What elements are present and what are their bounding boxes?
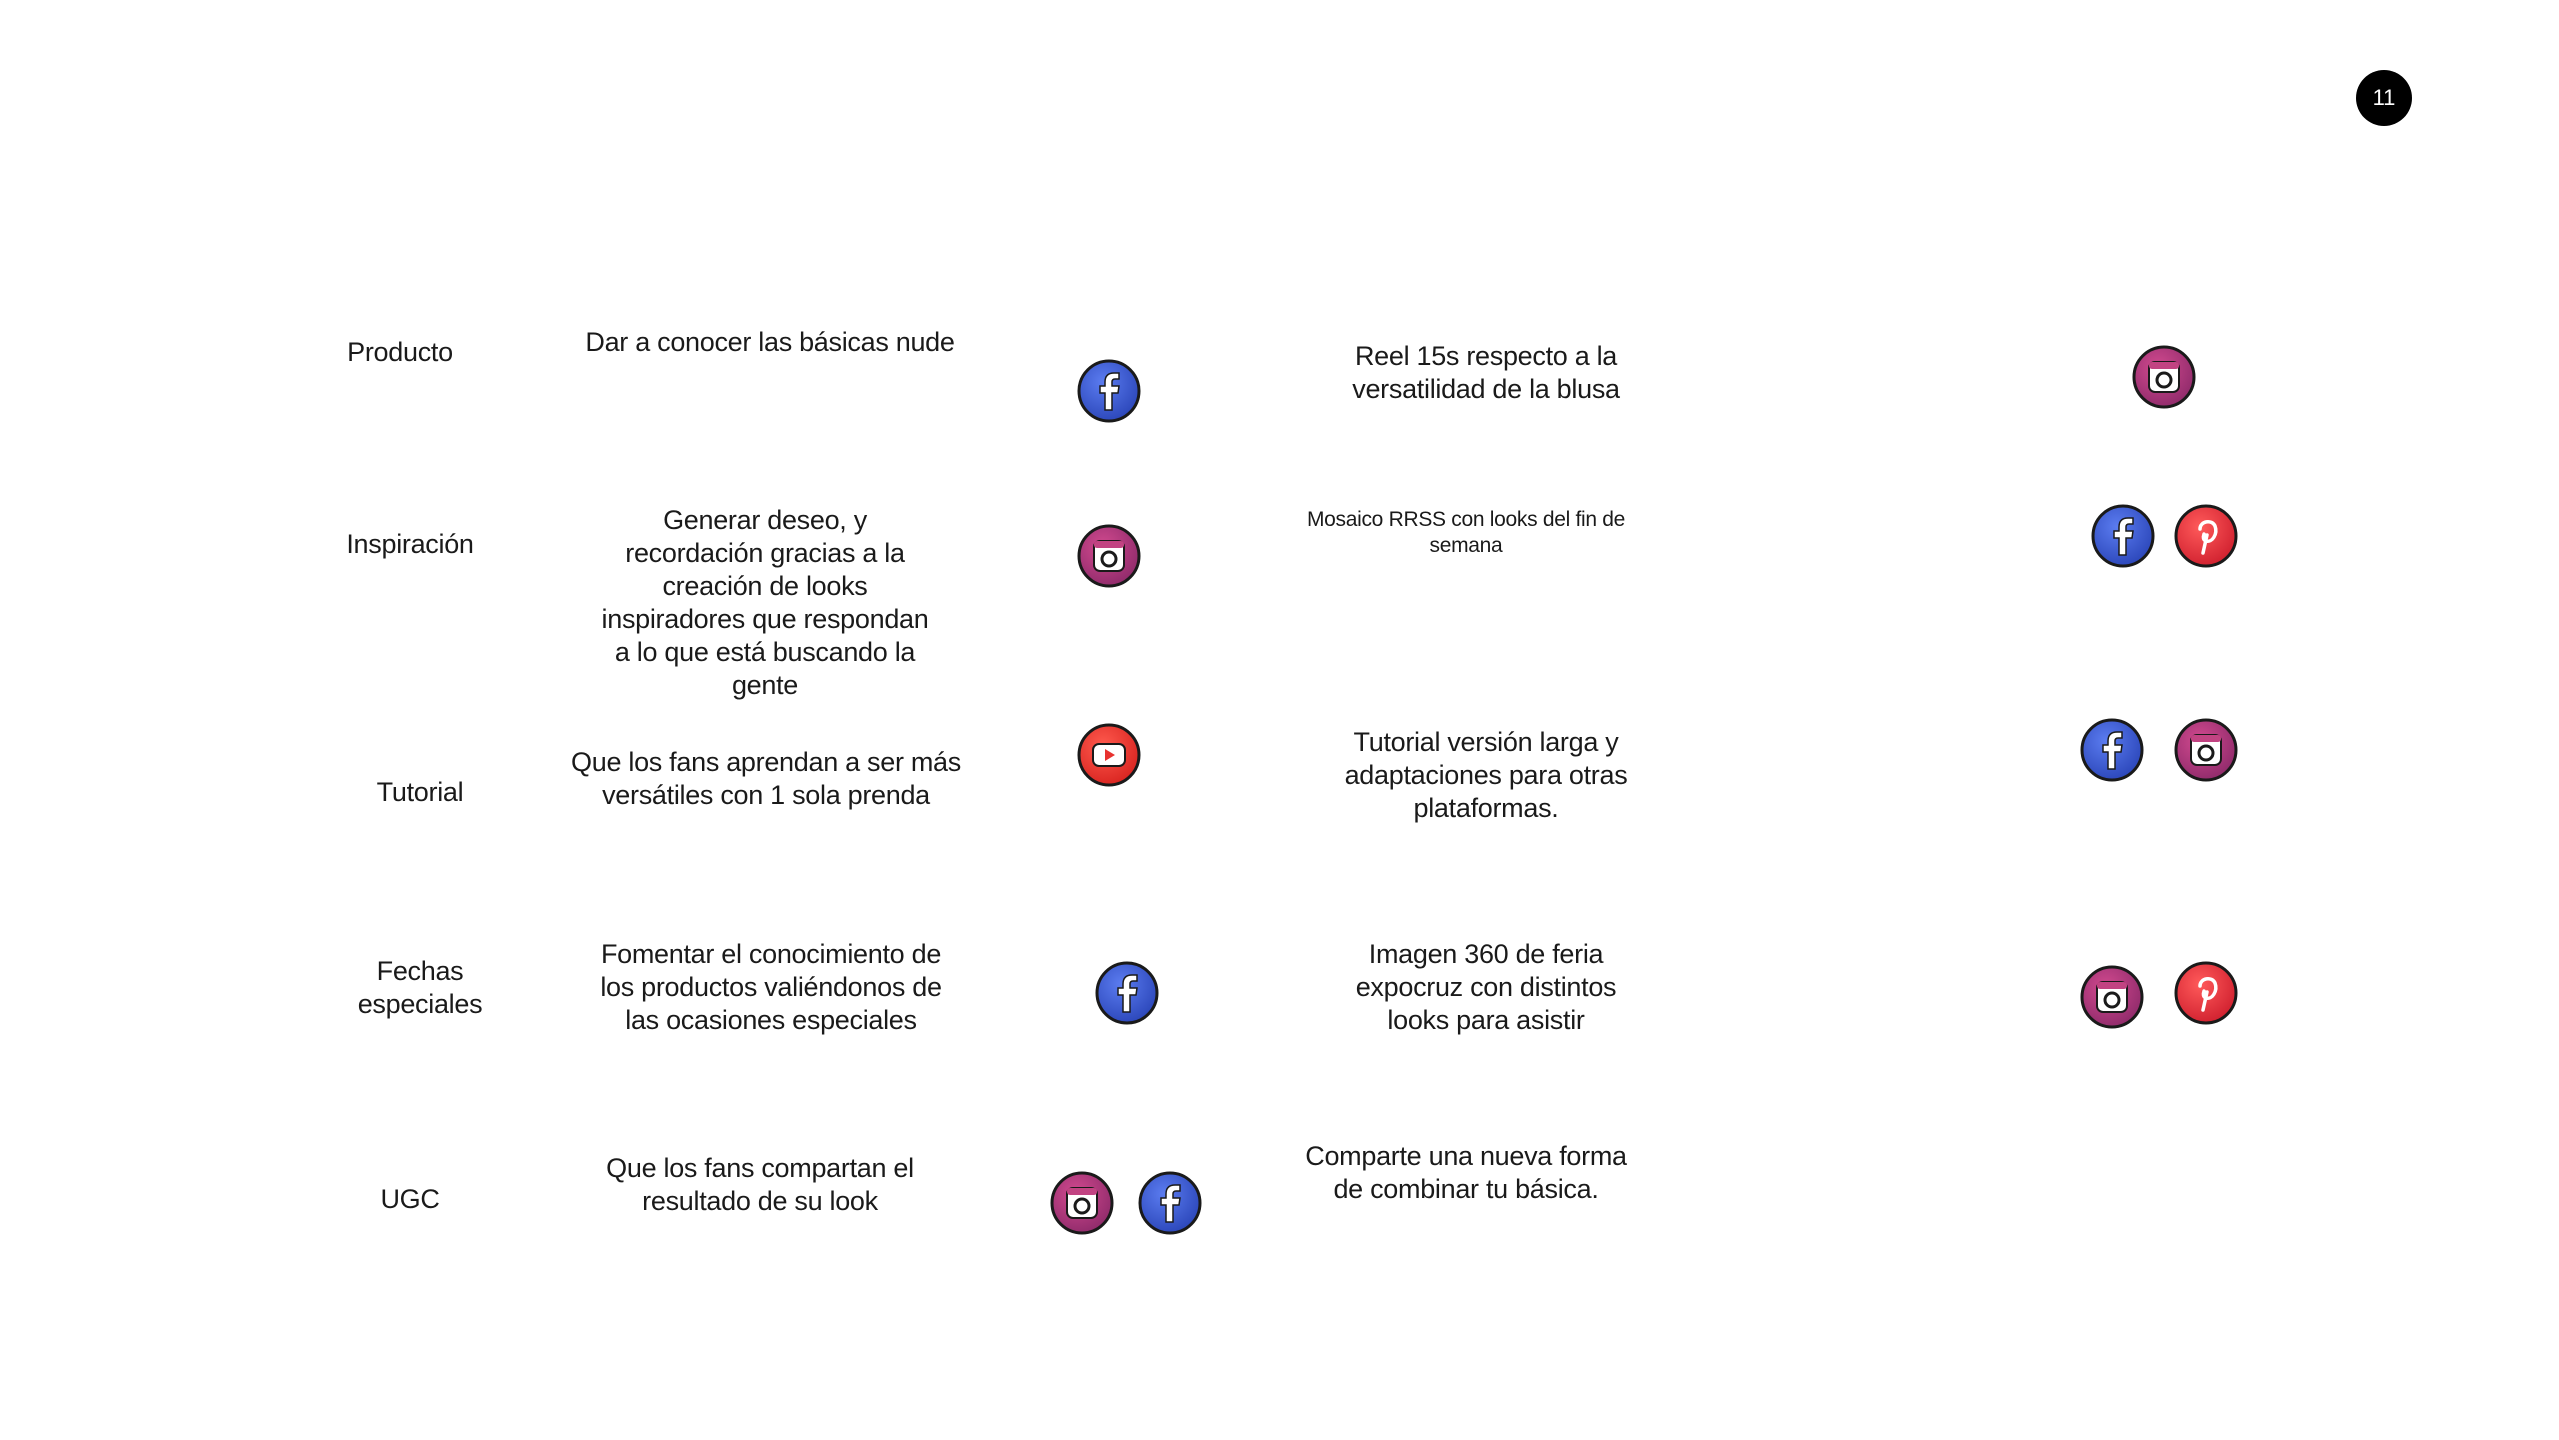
category-label: Producto [347,337,453,367]
instagram-icon [2079,964,2145,1030]
content-text: Comparte una nueva forma de combinar tu básica. [1305,1141,1627,1204]
content-text: Reel 15s respecto a la versatilidad de la blusa [1352,341,1620,404]
objective-text: Dar a conocer las básicas nude [585,327,955,357]
facebook-icon [2079,717,2145,783]
content-text: Mosaico RRSS con looks del fin de semana [1306,508,1626,557]
content-text: Tutorial versión larga y adaptaciones para otras plataformas. [1344,727,1628,823]
content-text: Imagen 360 de feria expocruz con distintos looks para asistir [1355,939,1617,1035]
instagram-icon [2131,344,2197,410]
facebook-icon [1076,358,1142,424]
category-label: Inspiración [346,529,474,559]
category-label: Tutorial [376,777,464,807]
facebook-icon [2090,503,2156,569]
category-label: UGC [380,1184,440,1214]
instagram-icon [1049,1170,1115,1236]
objective-text: Generar deseo, y recordación gracias a la creación de looks inspiradores que respondan a lo que está buscando la gente [601,505,929,700]
facebook-icon [1137,1170,1203,1236]
page-number-badge [2356,70,2412,126]
objective-text: Fomentar el conocimiento de los productos valiéndonos de las ocasiones especiales [600,939,942,1035]
pinterest-icon [2173,503,2239,569]
pinterest-icon [2173,960,2239,1026]
category-label: Fechas especiales [357,956,483,1019]
instagram-icon [2173,717,2239,783]
facebook-icon [1094,960,1160,1026]
objective-text: Que los fans aprendan a ser más versátiles con 1 sola prenda [571,747,961,810]
instagram-icon [1076,523,1142,589]
youtube-icon [1076,722,1142,788]
objective-text: Que los fans compartan el resultado de su look [606,1153,914,1216]
page-number: 11 [2372,85,2396,110]
